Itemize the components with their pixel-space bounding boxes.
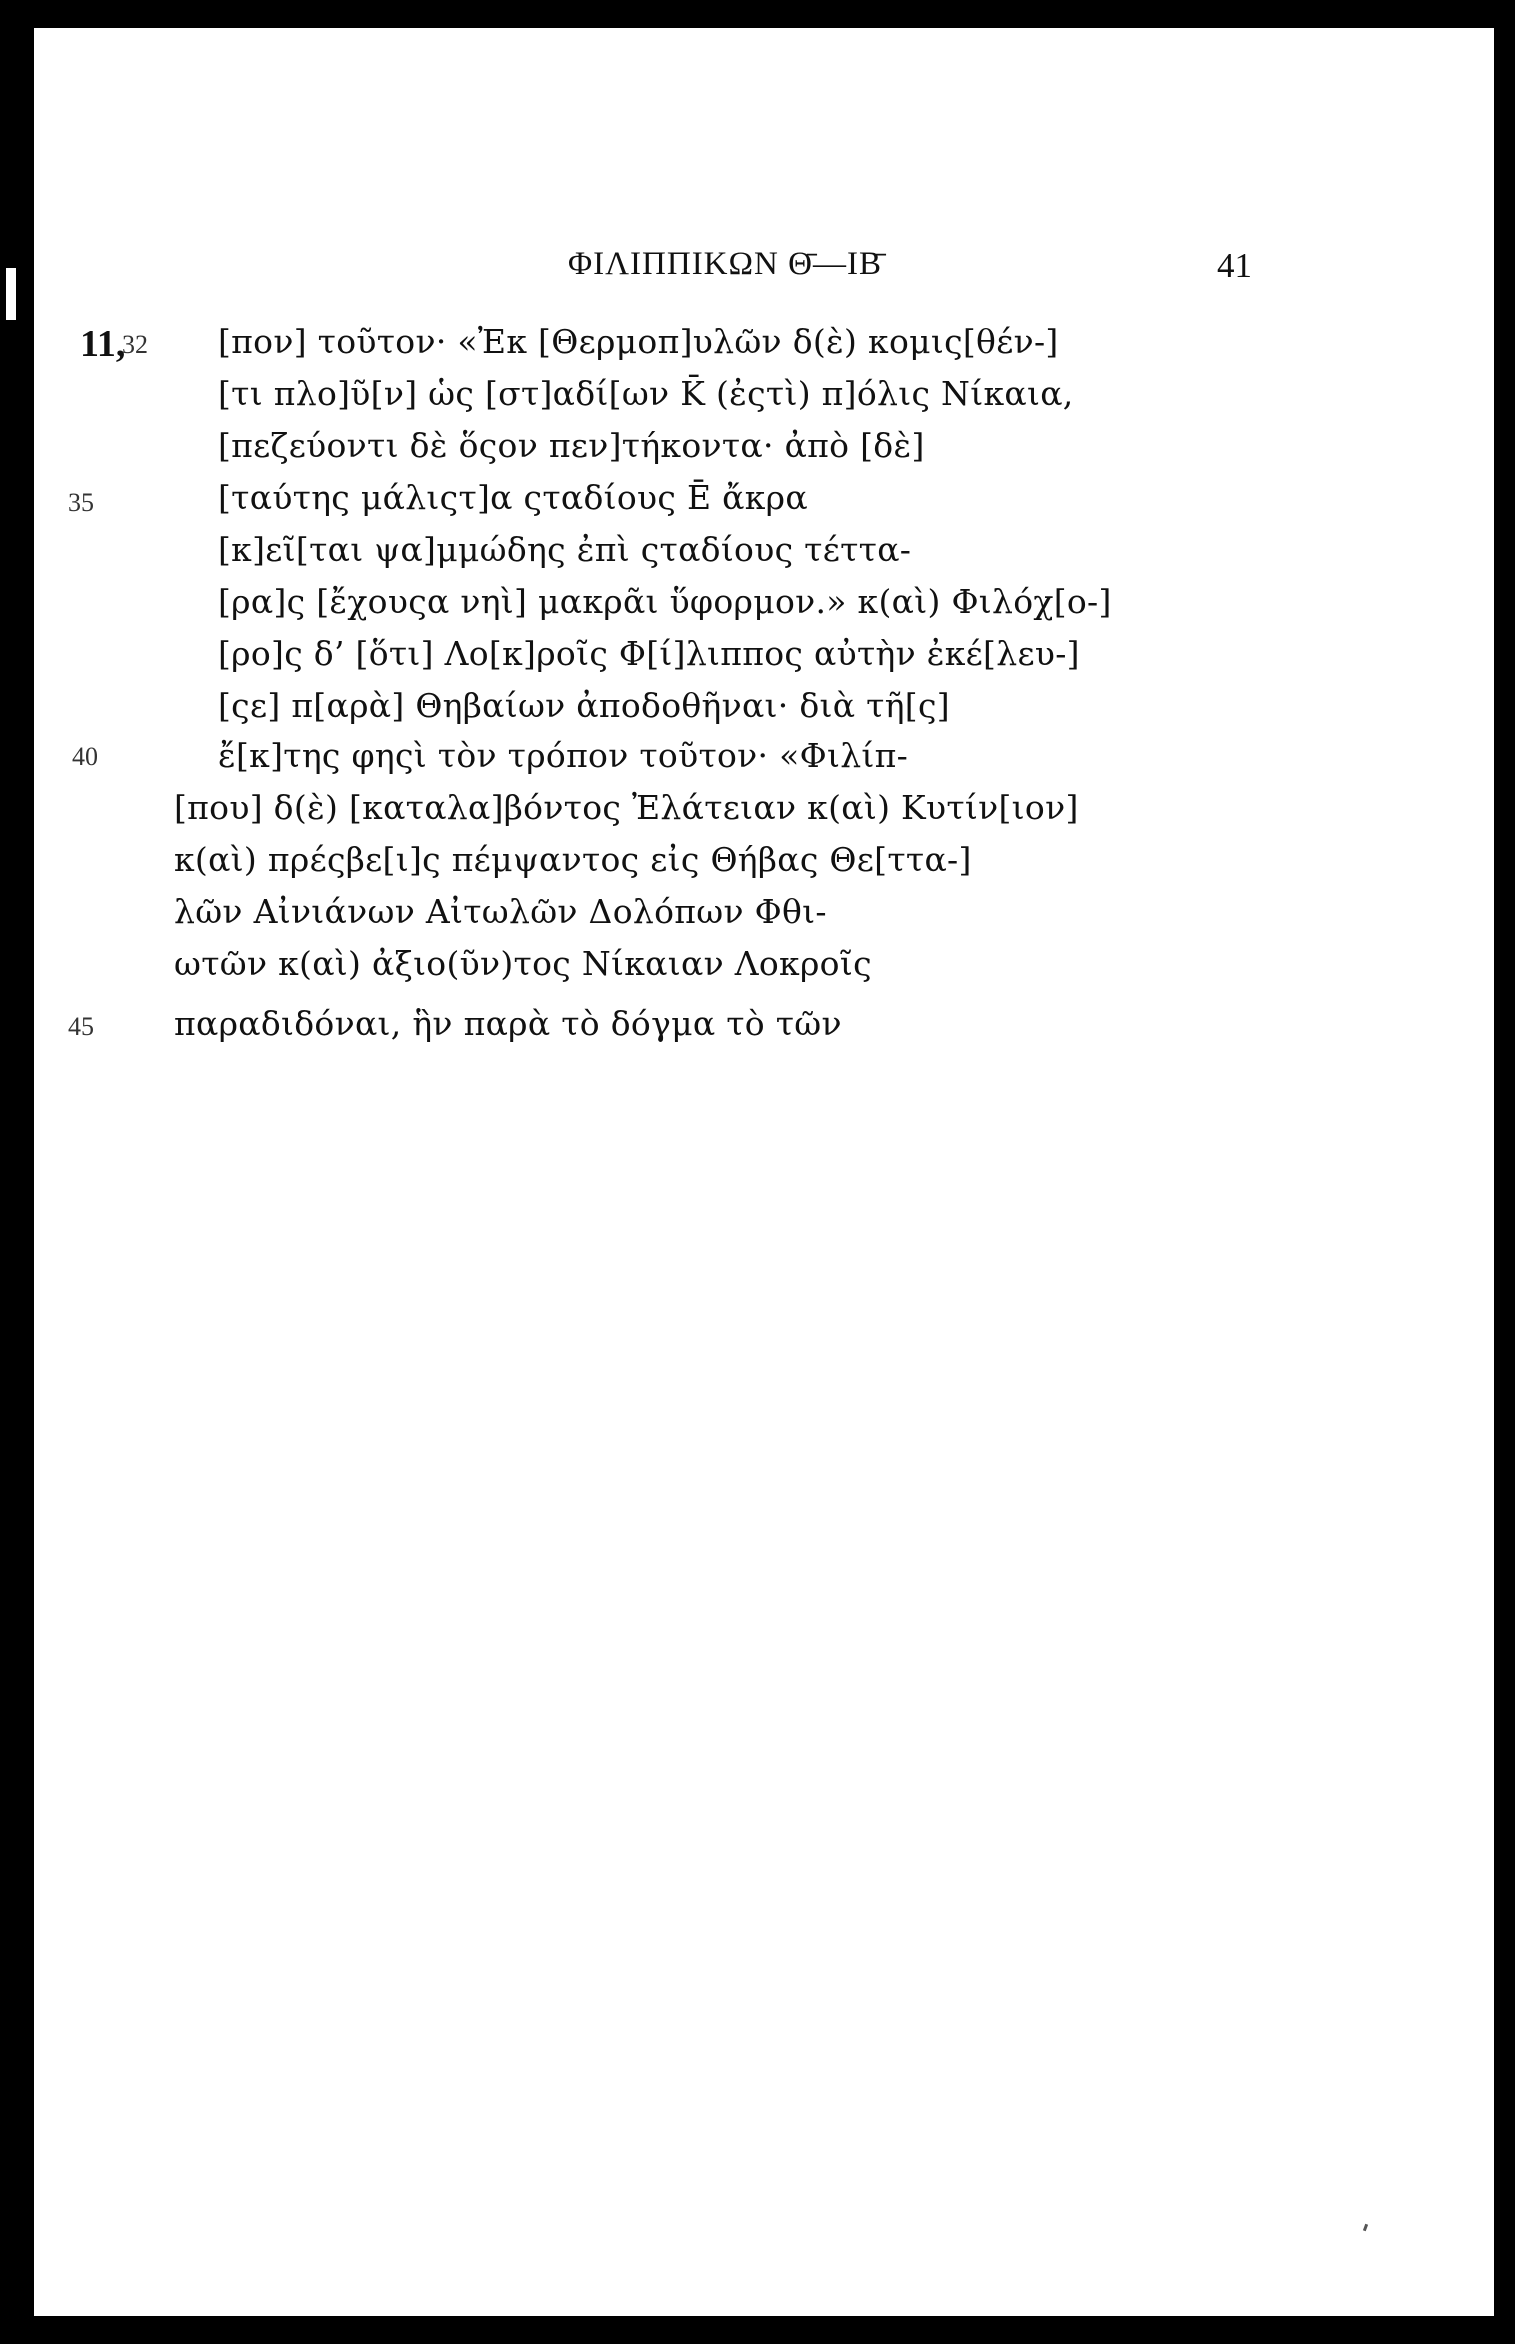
line-number-35: 35: [68, 488, 94, 517]
text-line-45: παραδιδόναι, ἣν παρὰ τὸ δόγμα τὸ τῶν: [174, 1004, 842, 1043]
text-line-32: [πον] τοῦτον· «Ἐκ [Θερμοπ]υλῶν δ(ὲ) κομις[θέν-]: [218, 322, 1059, 361]
text-line-33: [τι πλο]ῦ[ν] ὡς [στ]αδί[ων K̄ (ἐςτὶ) π]όλις Νίκαια,: [218, 374, 1074, 413]
text-line-43: λῶν Αἰνιάνων Αἰτωλῶν Δολόπων Φθι-: [174, 892, 827, 931]
stray-ink-mark: [1363, 2224, 1368, 2232]
margin-mark: [6, 268, 16, 320]
line-number-45: 45: [68, 1012, 94, 1041]
text-line-42: κ(αὶ) πρέςβε[ι]ς πέμψαντος εἰς Θήβας Θε[ττα-]: [174, 840, 972, 879]
section-reference: 11,: [80, 323, 126, 365]
text-line-37: [ρα]ς [ἔχουςα νηὶ] μακρᾶι ὕφορμον.» κ(αὶ) Φιλόχ[ο-]: [218, 582, 1112, 621]
running-head-title: ΦΙΛΙΠΠΙΚΩΝ Θ̄—ΙΒ̄: [568, 246, 882, 282]
text-line-39: [ςε] π[αρὰ] Θηβαίων ἀποδοθῆναι· διὰ τῆ[ς]: [218, 686, 950, 725]
line-number-32: 32: [122, 330, 148, 359]
page-number: 41: [1217, 246, 1252, 285]
left-margin-strip: [0, 0, 34, 2344]
text-line-34: [πεζεύοντι δὲ ὅςον πεν]τήκοντα· ἀπὸ [δὲ]: [218, 426, 925, 465]
page-sheet: [34, 28, 1494, 2316]
line-number-40: 40: [72, 742, 98, 771]
text-line-44: ωτῶν κ(αὶ) ἀξιο(ῦν)τος Νίκαιαν Λοκροῖς: [174, 944, 872, 983]
text-line-38: [ρο]ς δ’ [ὅτι] Λο[κ]ροῖς Φ[ί]λιππος αὐτὴν ἐκέ[λευ-]: [218, 634, 1080, 673]
text-line-36: [κ]εῖ[ται ψα]μμώδης ἐπὶ ςταδίους τέττα-: [218, 530, 912, 569]
text-line-41: [που] δ(ὲ) [καταλα]βόντος Ἐλάτειαν κ(αὶ) Κυτίν[ιον]: [174, 788, 1079, 827]
text-line-35: [ταύτης μάλιςτ]α ςταδίους Ē ἄκρα: [218, 478, 808, 517]
text-line-40: ἔ[κ]της φηςὶ τὸν τρόπον τοῦτον· «Φιλίπ-: [218, 736, 909, 775]
